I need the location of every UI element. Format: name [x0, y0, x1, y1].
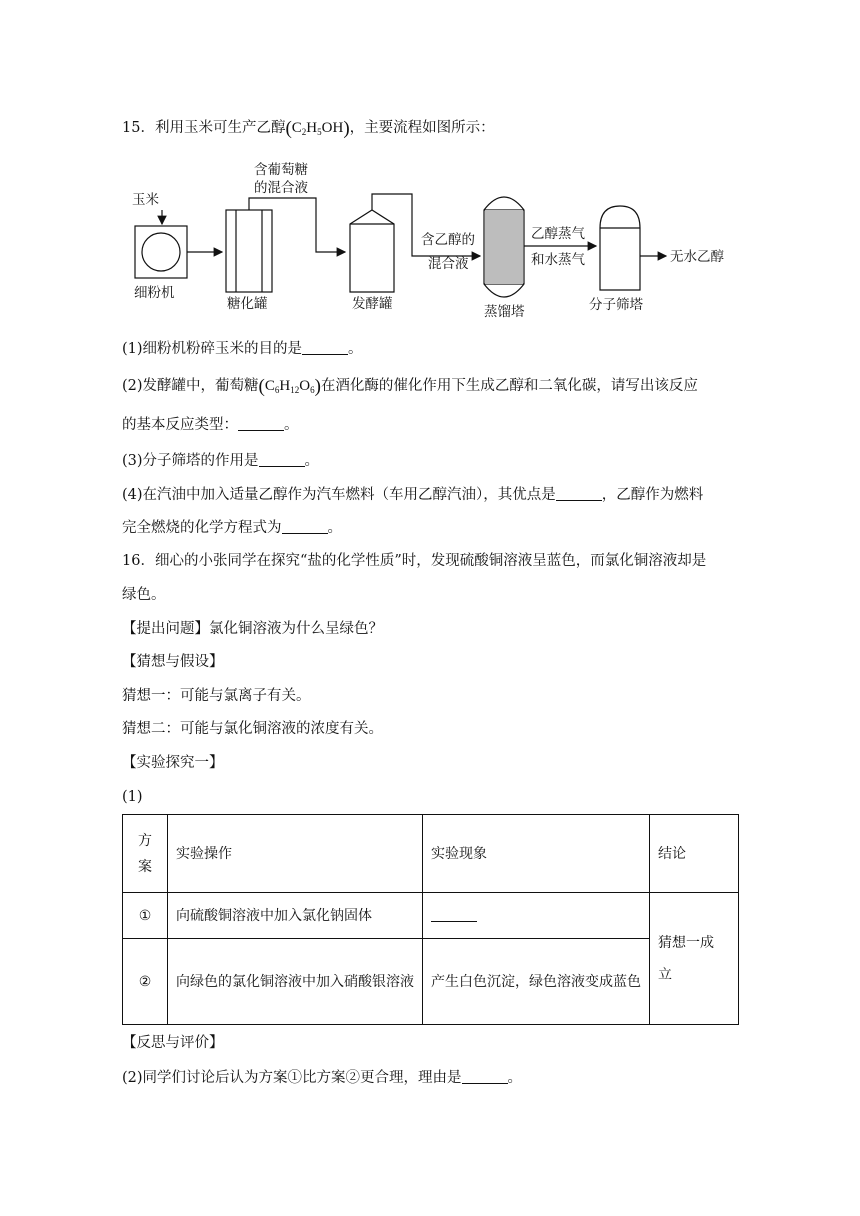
row-conclusion: 猜想一成立	[650, 893, 739, 1025]
q15-p2-line2: 的基本反应类型： 。	[122, 417, 299, 433]
answer-blank[interactable]	[302, 340, 348, 355]
table-header-row	[123, 815, 739, 893]
q15-p3: (3)分子筛塔的作用是 。	[122, 453, 320, 469]
q15-p2: (2)发酵罐中，葡萄糖$(C_6H_{12}O_6)$在酒化酶的催化作用下生成乙醇和二氧化碳，请写出该反应	[122, 376, 698, 397]
row-phenomenon-blank[interactable]	[423, 893, 650, 939]
header-phenomenon: 实验现象	[423, 815, 650, 893]
label-glucose-1: 含葡萄糖	[254, 162, 308, 178]
header-plan: 方案	[123, 815, 168, 893]
table-row	[123, 893, 739, 939]
q15-stem: 15．利用玉米可生产乙醇$(C_2H_5OH)$，主要流程如图所示：	[122, 118, 495, 139]
mill-rotor	[142, 233, 180, 271]
q16-stem-line2: 绿色。	[122, 587, 166, 603]
answer-blank[interactable]	[282, 519, 328, 534]
answer-blank[interactable]	[259, 452, 305, 467]
label-product: 无水乙醇	[670, 249, 724, 265]
q16-question: 【提出问题】氯化铜溶液为什么呈绿色？	[122, 621, 383, 637]
label-sieve: 分子筛塔	[589, 297, 643, 313]
q15-stem-suffix: ，主要流程如图所示：	[349, 120, 495, 136]
row-plan: ①	[123, 893, 168, 939]
label-corn: 玉米	[132, 192, 159, 208]
table-row	[123, 939, 739, 1025]
q16-sub1: (1)	[122, 789, 143, 805]
q16-reflection-title: 【反思与评价】	[122, 1035, 224, 1051]
row-plan: ②	[123, 939, 168, 1025]
mill-box	[135, 226, 187, 278]
q16-hypothesis-1: 猜想一：可能与氯离子有关。	[122, 688, 311, 704]
answer-blank[interactable]	[431, 907, 477, 922]
row-operation: 向绿色的氯化铜溶液中加入硝酸银溶液	[168, 939, 423, 1025]
row-operation: 向硫酸铜溶液中加入氯化钠固体	[168, 893, 423, 939]
label-vapor-2: 和水蒸气	[531, 252, 585, 268]
glucose-pipe	[249, 198, 345, 252]
label-ferment-tank: 发酵罐	[352, 296, 393, 312]
ethanol-formula: $C_2H_5OH$	[291, 120, 344, 137]
process-flow-diagram	[122, 158, 742, 328]
experiment-table	[122, 814, 739, 1025]
answer-blank[interactable]	[556, 486, 602, 501]
row-phenomenon: 产生白色沉淀，绿色溶液变成蓝色	[423, 939, 650, 1025]
ferment-tank	[350, 210, 394, 292]
answer-blank[interactable]	[462, 1069, 508, 1084]
label-sugar-tank: 糖化罐	[227, 296, 268, 312]
label-vapor-1: 乙醇蒸气	[531, 226, 585, 242]
q16-stem-line1: 16．细心的小张同学在探究“盐的化学性质”时，发现硫酸铜溶液呈蓝色，而氯化铜溶液却是	[122, 553, 707, 569]
label-distill: 蒸馏塔	[484, 304, 525, 320]
label-ethanol-mix-2: 混合液	[428, 256, 469, 272]
glucose-formula: $C_6H_{12}O_6$	[264, 378, 315, 395]
answer-blank[interactable]	[238, 416, 284, 431]
sugar-tank-box	[226, 210, 272, 292]
header-conclusion: 结论	[650, 815, 739, 893]
q16-hypothesis-2: 猜想二：可能与氯化铜溶液的浓度有关。	[122, 721, 383, 737]
label-ethanol-mix-1: 含乙醇的	[421, 232, 475, 248]
sieve-tower	[600, 206, 640, 290]
q16-exp1-title: 【实验探究一】	[122, 755, 224, 771]
q15-p1: (1)细粉机粉碎玉米的目的是 。	[122, 341, 363, 357]
header-operation: 实验操作	[168, 815, 423, 893]
label-mill: 细粉机	[134, 285, 175, 301]
q15-p4-line2: 完全燃烧的化学方程式为 。	[122, 520, 342, 536]
q15-stem-prefix: 15．利用玉米可生产乙醇	[122, 120, 286, 136]
q16-hypothesis-title: 【猜想与假设】	[122, 654, 224, 670]
q15-p4: (4)在汽油中加入适量乙醇作为汽车燃料（车用乙醇汽油），其优点是 ，乙醇作为燃料	[122, 487, 704, 503]
q16-p2: (2)同学们讨论后认为方案①比方案②更合理，理由是 。	[122, 1070, 523, 1086]
label-glucose-2: 的混合液	[254, 180, 308, 196]
distill-fill	[485, 210, 523, 284]
